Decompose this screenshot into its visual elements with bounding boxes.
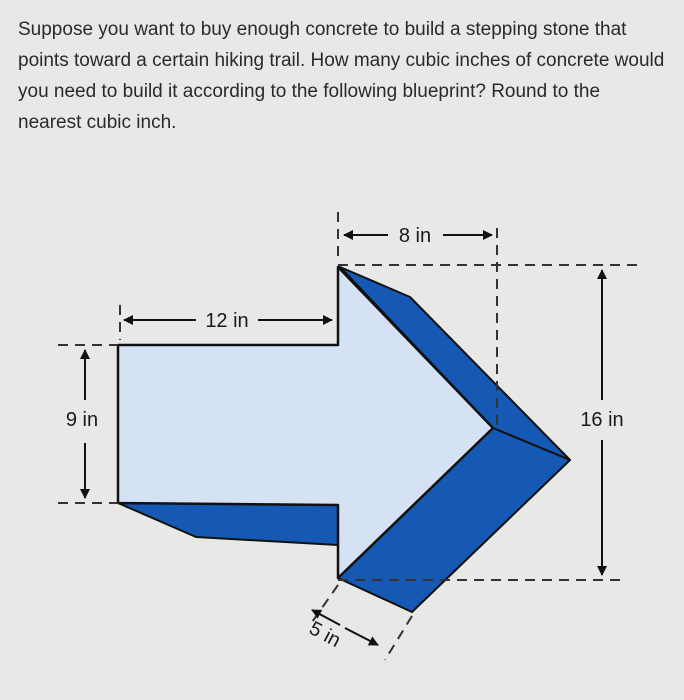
shaft-width-label: 9 in [65, 409, 99, 431]
shaft-length-dimension [124, 310, 332, 332]
arrow-bottom-side [118, 503, 338, 545]
shaft-length-label: 12 in [205, 310, 249, 332]
question-text: Suppose you want to buy enough concrete to build a stepping stone that points toward a certain hiking trail. How many cubic inches of concrete would you need to build it according to the following blueprint? Round to the nearest cubic inch. [18, 19, 665, 133]
head-width-label: 16 in [580, 409, 624, 431]
head-length-label: 8 in [398, 225, 432, 247]
thickness-label: 5 in [305, 617, 345, 652]
shaft-width-dimension [66, 350, 98, 498]
head-length-dimension [344, 225, 492, 247]
head-width-dimension [580, 270, 623, 575]
